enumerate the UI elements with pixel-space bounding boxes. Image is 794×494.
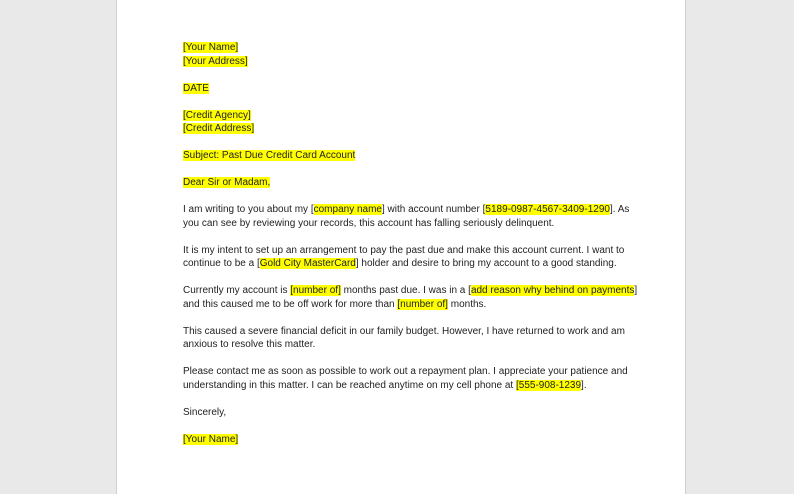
letter-date: DATE xyxy=(183,82,209,94)
p2-text-b: ] holder and desire to bring my account to a good standing. xyxy=(355,258,617,269)
recipient-agency: [Credit Agency] xyxy=(183,109,251,121)
p3-text-a: Currently my account is xyxy=(183,285,291,296)
recipient-address: [Credit Address] xyxy=(183,123,255,134)
closing-block xyxy=(183,406,623,420)
p2-text-a: continue to be a [ xyxy=(183,258,260,269)
p3-text-e: months. xyxy=(447,298,487,310)
salutation-block xyxy=(183,176,623,190)
signature-block xyxy=(183,433,623,447)
phone-field: [555-908-1239 xyxy=(515,379,582,391)
card-name-field: Gold City MasterCard xyxy=(259,258,356,269)
p5-line-1: Please contact me as soon as possible to work out a repayment plan. I appreciate your patience and xyxy=(183,366,628,377)
recipient-block xyxy=(183,109,623,136)
sender-address: [Your Address] xyxy=(183,55,248,67)
p3-text-d: and this caused me to be off work for more than xyxy=(183,298,398,310)
p1-line-2: you can see by reviewing your records, this account has falling seriously delinquent. xyxy=(183,217,555,229)
p3-text-b: months past due. I was in a [ xyxy=(340,285,471,296)
paragraph-2 xyxy=(183,244,623,271)
paragraph-1 xyxy=(183,203,630,230)
paragraph-5 xyxy=(183,365,628,392)
closing: Sincerely, xyxy=(183,406,227,418)
p5-text-b: ]. xyxy=(581,379,587,391)
company-name-field: company name xyxy=(313,204,382,215)
paragraph-4 xyxy=(183,325,623,352)
sender-block xyxy=(183,41,623,68)
date-block xyxy=(183,82,623,96)
p5-text-a: understanding in this matter. I can be reached anytime on my cell phone at xyxy=(183,379,516,391)
document-page xyxy=(116,0,686,494)
months-field-1: [number of] xyxy=(290,285,341,296)
p4-line-2: anxious to resolve this matter. xyxy=(183,339,316,350)
reason-field: add reason why behind on payments xyxy=(470,285,635,296)
p1-text-a: I am writing to you about my [ xyxy=(183,204,314,215)
account-number-field: 5189-0987-4567-3409-1290 xyxy=(485,204,610,215)
p1-text-b: ] with account number [ xyxy=(382,204,486,215)
salutation: Dear Sir or Madam, xyxy=(183,177,271,188)
letter-body[interactable] xyxy=(183,41,638,460)
p4-line-1: This caused a severe financial deficit in our family budget. However, I have returned to work and am xyxy=(183,325,625,337)
subject-line: Subject: Past Due Credit Card Account xyxy=(183,150,356,161)
subject-block xyxy=(183,149,623,163)
sender-name: [Your Name] xyxy=(183,42,239,53)
months-field-2: [number of] xyxy=(397,298,448,310)
p3-text-c: ] xyxy=(634,285,638,296)
paragraph-3 xyxy=(183,284,638,311)
p1-text-c: ]. As xyxy=(609,204,630,215)
p2-line-1: It is my intent to set up an arrangement to pay the past due and make this account current. I want to xyxy=(183,244,625,256)
signature-name: [Your Name] xyxy=(183,433,239,445)
